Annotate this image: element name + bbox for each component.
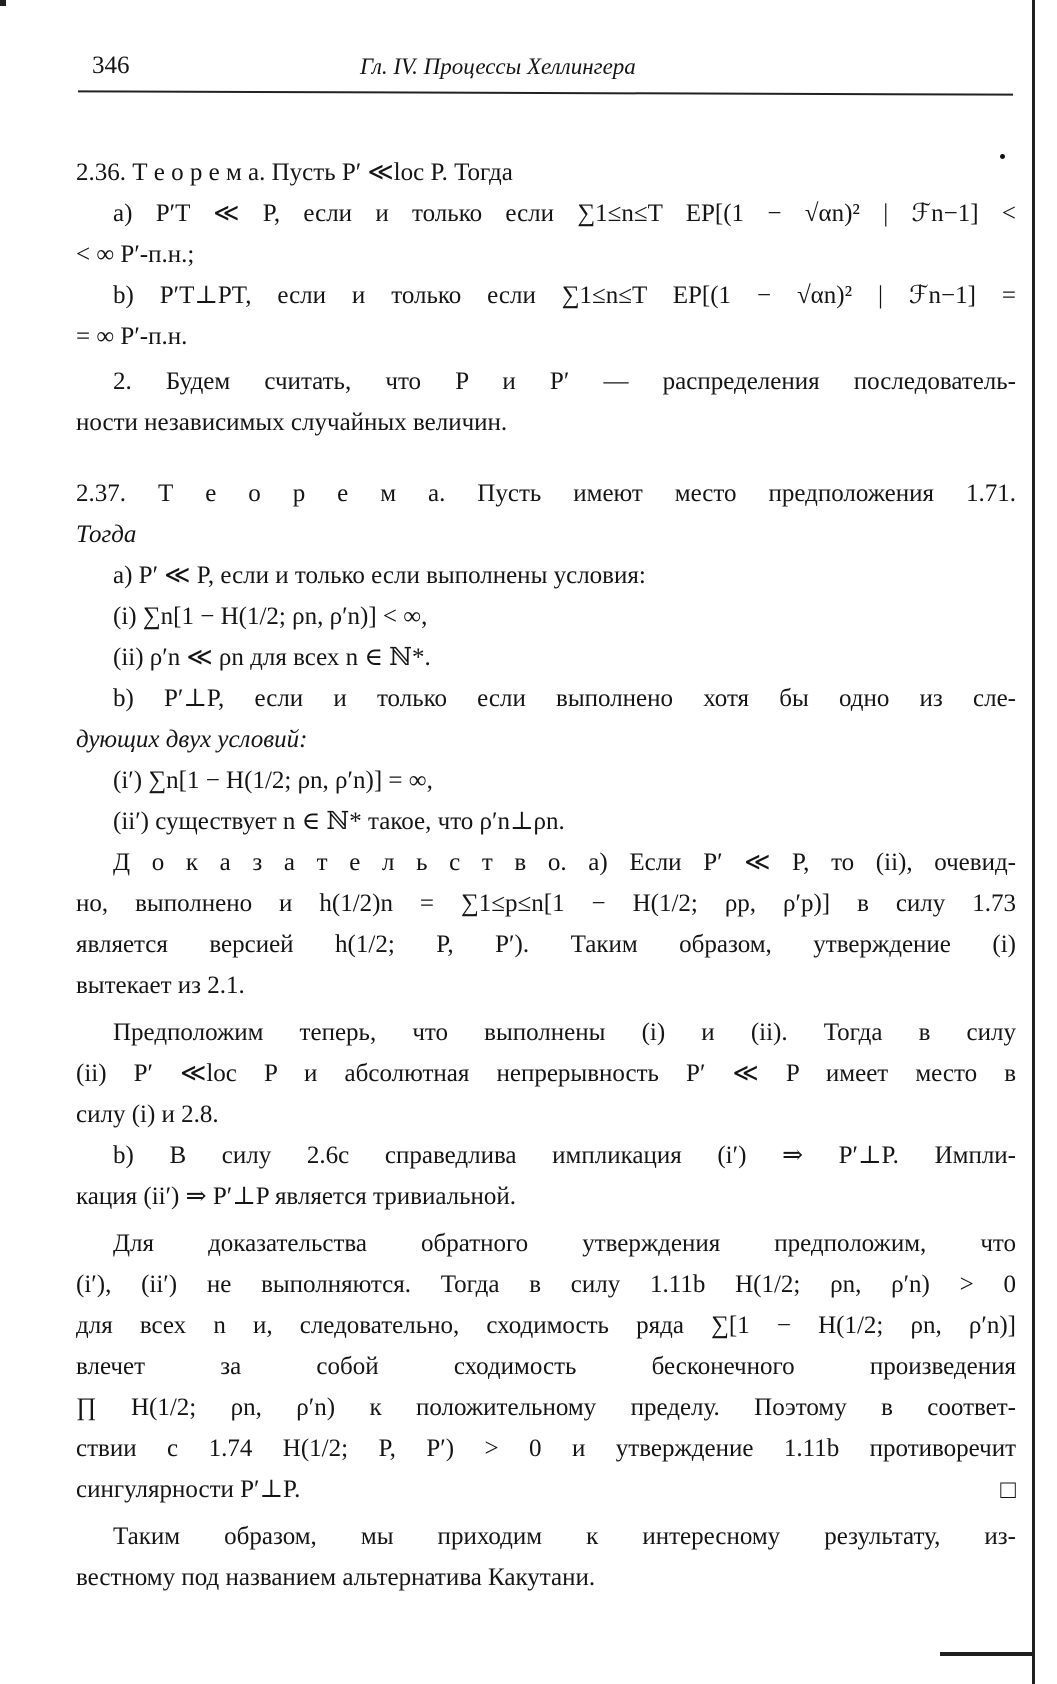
section-2-intro-cont: ности независимых случайных величин. <box>76 409 508 436</box>
proof-last-text: сингулярности P′⊥P. <box>76 1476 301 1503</box>
condition-i-prime: (i′) ∑n[1 − H(1/2; ρn, ρ′n)] = ∞, <box>113 767 433 794</box>
theorem-2-36-part-a: a) P′T ≪ P, если и только если ∑1≤n≤T EP[(1 − √αn)² | ℱn−1] < <box>113 200 1016 227</box>
proof-converse: Для доказательства обратного утверждения предположим, что <box>113 1230 1016 1257</box>
theorem-2-37-then: Тогда <box>76 521 137 548</box>
proof-converse-line-7 <box>76 1469 1016 1510</box>
section-2-intro: 2. Будем считать, что P и P′ — распределения последователь- <box>113 368 1016 395</box>
proof-converse-line-5: ∏ H(1/2; ρn, ρ′n) к положительному пределу. Поэтому в соответ- <box>76 1394 1016 1421</box>
theorem-2-36-part-b: b) P′T⊥PT, если и только если ∑1≤n≤T EP[(1 − √αn)² | ℱn−1] = <box>113 282 1016 309</box>
page-number: 346 <box>92 52 130 79</box>
theorem-2-36-part-b-cont: = ∞ P′-п.н. <box>76 323 188 350</box>
page-body <box>76 152 1016 1598</box>
theorem-2-37-part-b-cont: дующих двух условий: <box>76 726 308 753</box>
proof-line-4: вытекает из 2.1. <box>76 972 245 999</box>
theorem-2-37-part-a: a) P′ ≪ P, если и только если выполнены условия: <box>113 562 646 589</box>
theorem-2-36-heading: 2.36. Т е о р е м а. Пусть P′ ≪loc P. Тогда <box>76 159 513 186</box>
proof-para-2-line-3: силу (i) и 2.8. <box>76 1101 219 1128</box>
condition-ii: (ii) ρ′n ≪ ρn для всех n ∈ ℕ*. <box>113 644 431 671</box>
page-header <box>92 52 1012 88</box>
condition-i: (i) ∑n[1 − H(1/2; ρn, ρ′n)] < ∞, <box>113 603 428 630</box>
qed-mark: □ <box>1000 1475 1016 1504</box>
conclusion-cont: вестному под названием альтернатива Какутани. <box>76 1564 596 1591</box>
scan-corner-mark <box>0 0 6 6</box>
proof-converse-line-3: для всех n и, следовательно, сходимость ряда ∑[1 − H(1/2; ρn, ρ′n)] <box>76 1312 1016 1339</box>
proof-start: Д о к а з а т е л ь с т в о. a) Если P′ ≪ P, то (ii), очевид- <box>113 849 1016 876</box>
proof-para-2-line-2: (ii) P′ ≪loc P и абсолютная непрерывность P′ ≪ P имеет место в <box>76 1060 1016 1087</box>
proof-para-2: Предположим теперь, что выполнены (i) и (ii). Тогда в силу <box>113 1019 1016 1046</box>
scan-edge-right <box>1032 0 1035 1684</box>
proof-converse-line-4: влечет за собой сходимость бесконечного произведения <box>76 1353 1016 1380</box>
scan-edge-bottom <box>940 1652 1035 1656</box>
condition-ii-prime: (ii′) существует n ∈ ℕ* такое, что ρ′n⊥ρn. <box>113 808 565 835</box>
theorem-2-36-part-a-cont: < ∞ P′-п.н.; <box>76 241 195 268</box>
header-rule <box>78 90 1013 95</box>
proof-part-b-cont: кация (ii′) ⇒ P′⊥P является тривиальной. <box>76 1183 517 1210</box>
proof-line-2: но, выполнено и h(1/2)n = ∑1≤p≤n[1 − H(1/2; ρp, ρ′p)] в силу 1.73 <box>76 890 1016 917</box>
theorem-2-37-part-b: b) P′⊥P, если и только если выполнено хотя бы одно из сле- <box>113 685 1016 712</box>
proof-converse-line-6: ствии с 1.74 H(1/2; P, P′) > 0 и утверждение 1.11b противоречит <box>76 1435 1016 1462</box>
theorem-2-37-heading: 2.37. Т е о р е м а. Пусть имеют место предположения 1.71. <box>76 480 1016 507</box>
proof-part-b: b) В силу 2.6c справедлива импликация (i′) ⇒ P′⊥P. Импли- <box>113 1142 1016 1169</box>
running-title: Гл. IV. Процессы Хеллингера <box>360 54 636 79</box>
proof-converse-line-2: (i′), (ii′) не выполняются. Тогда в силу 1.11b H(1/2; ρn, ρ′n) > 0 <box>76 1271 1016 1298</box>
proof-line-3: является версией h(1/2; P, P′). Таким образом, утверждение (i) <box>76 931 1016 958</box>
conclusion: Таким образом, мы приходим к интересному результату, из- <box>113 1523 1016 1550</box>
